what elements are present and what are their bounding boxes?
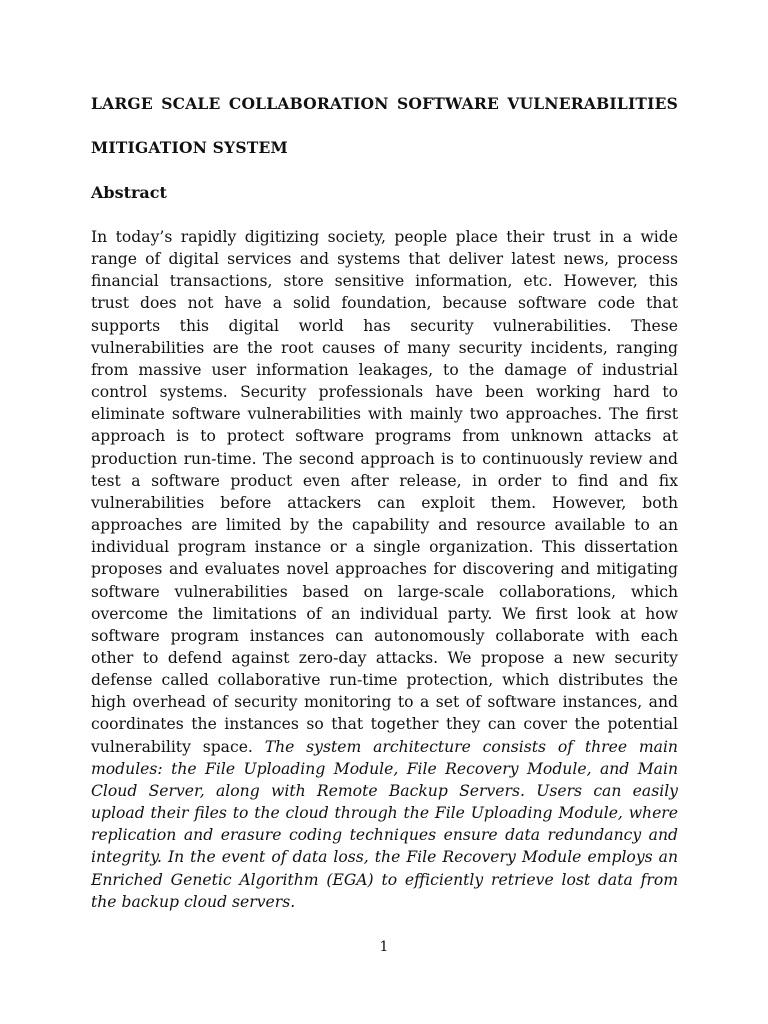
page-number: 1 (379, 939, 389, 955)
abstract-paragraph (91, 226, 678, 913)
title-line-1: LARGE SCALE COLLABORATION SOFTWARE VULNERABILITIES (91, 94, 678, 113)
abstract-italic-text: The system architecture consists of three main modules: the File Uploading Module, File Recovery Module, and Main Cloud Server, along with Remote Backup Servers. Users can easily upload their files to the cloud through the File Uploading Module, where replication and erasure coding techniques ensure data redundancy and integrity. In the event of data loss, the File Recovery Module employs an Enriched Genetic Algorithm (EGA) to efficiently retrieve lost data from the backup cloud servers. (91, 737, 678, 911)
abstract-heading: Abstract (91, 183, 167, 202)
title-line-2: MITIGATION SYSTEM (91, 138, 288, 157)
abstract-text: In today’s rapidly digitizing society, people place their trust in a wide range of digital services and systems that deliver latest news, process financial transactions, store sensitive information, etc. However, this trust does not have a solid foundation, because software code that supports this digital world has security vulnerabilities. These vulnerabilities are the root causes of many security incidents, ranging from massive user information leakages, to the damage of industrial control systems. Security professionals have been working hard to eliminate software vulnerabilities with mainly two approaches. The first approach is to protect software programs from unknown attacks at production run-time. The second approach is to continuously review and test a software product even after release, in order to find and fix vulnerabilities before attackers can exploit them. However, both approaches are limited by the capability and resource available to an individual program instance or a single organization. This dissertation proposes and evaluates novel approaches for discovering and mitigating software vulnerabilities based on large-scale collaborations, which overcome the limitations of an individual party. We first look at how software program instances can autonomously collaborate with each other to defend against zero-day attacks. We propose a new security defense called collaborative run-time protection, which distributes the high overhead of security monitoring to a set of software instances, and coordinates the instances so that together they can cover the potential vulnerability space. (91, 228, 678, 756)
